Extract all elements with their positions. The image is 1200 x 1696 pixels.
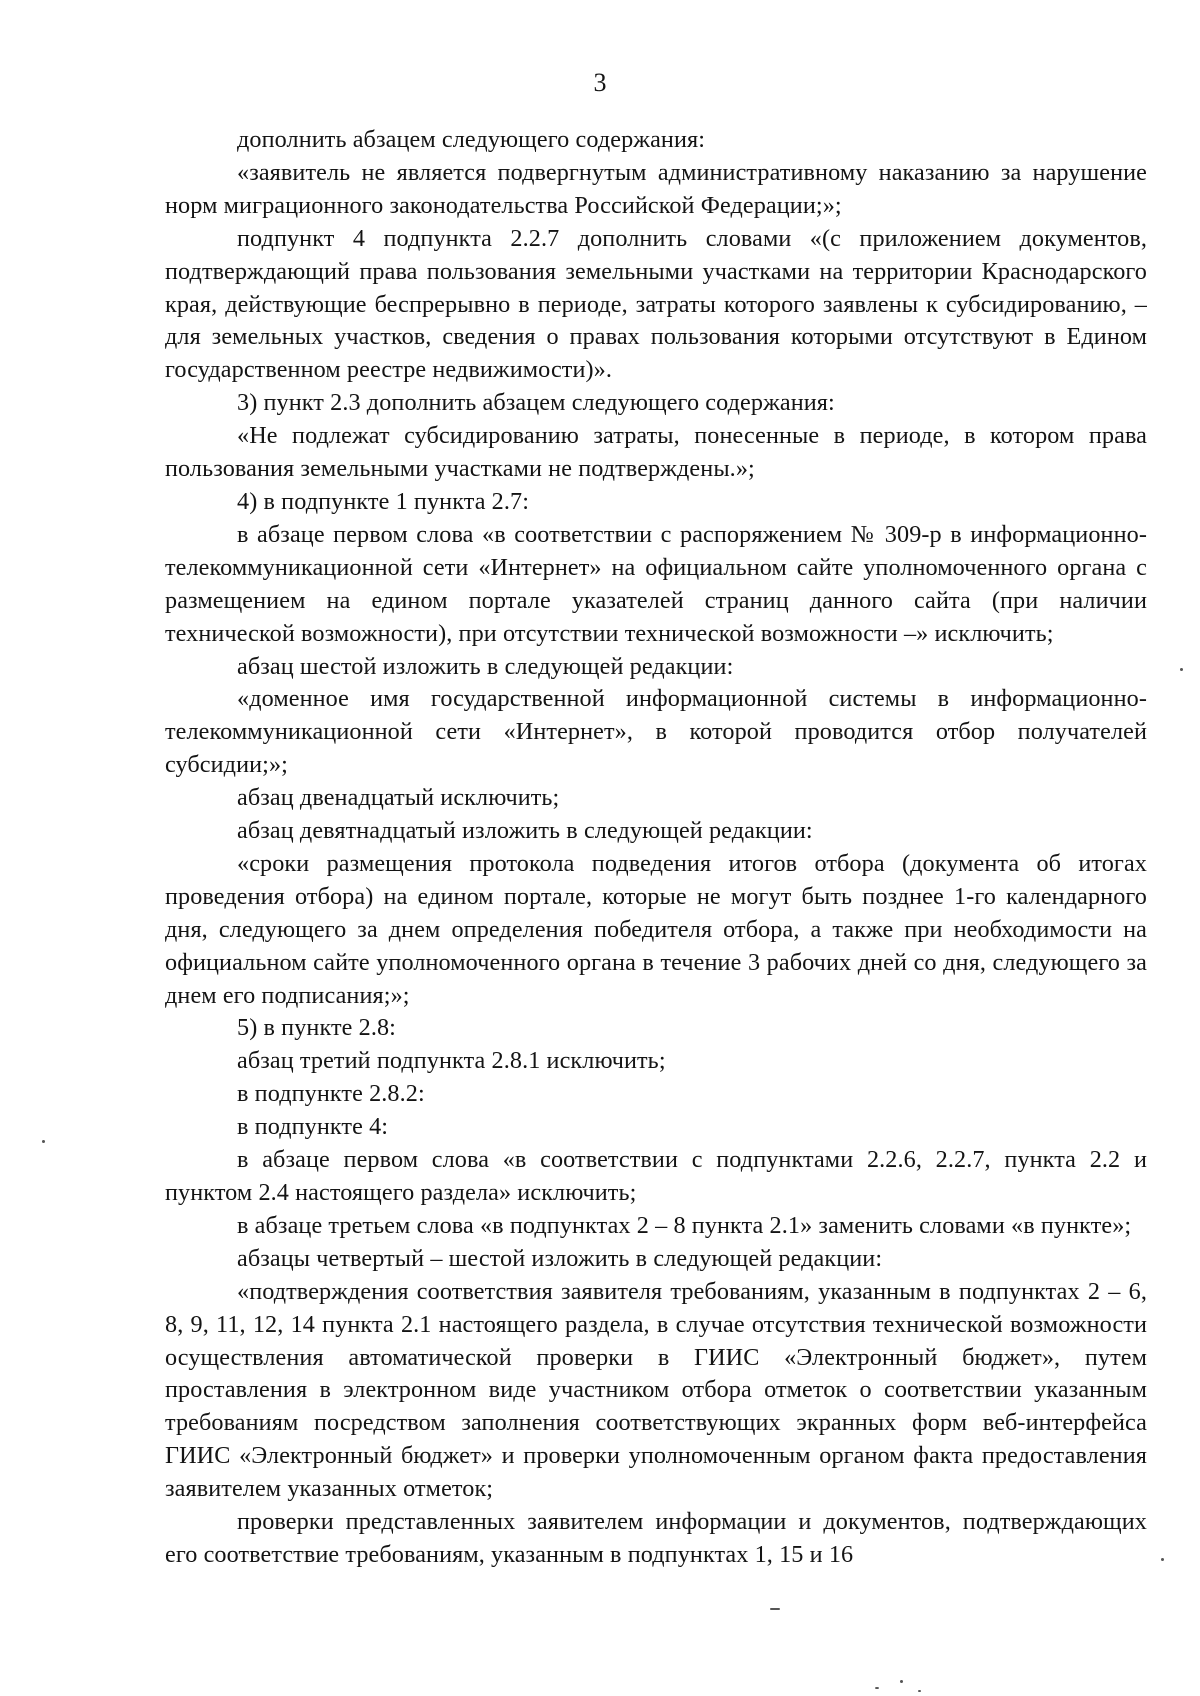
document-body [165, 124, 1147, 1572]
paragraph: 4) в подпункте 1 пункта 2.7: [237, 487, 530, 515]
paragraph: «подтверждения соответствия заявителя требованиям, указанным в подпунктах 2 – 6, 8, 9, 11, 12, 14 пункта 2.1 настоящего раздела, в случае отсутствия технической возможности осуществления автоматической проверки в ГИИС «Электронный бюджет», путем проставления в электронном виде участником отбора отметок о соответствии указанным требованиям посредством заполнения соответствующих экранных форм веб-интерфейса ГИИС «Электронный бюджет» и проверки уполномоченным органом факта предоставления заявителем указанных отметок; [165, 1277, 1147, 1503]
scan-speck [42, 1140, 45, 1143]
scan-speck [770, 1608, 780, 1610]
paragraph: в подпункте 4: [237, 1113, 389, 1141]
paragraph: в абзаце первом слова «в соответствии с распоряжением № 309-р в информационно-телекоммуникационной сети «Интернет» на официальном сайте уполномоченного органа с размещением на едином портале указателей страниц данного сайта (при наличии технической возможности), при отсутствии технической возможности –» исключить; [165, 520, 1147, 647]
paragraph: в абзаце третьем слова «в подпунктах 2 – 8 пункта 2.1» заменить словами «в пункте»; [237, 1211, 1132, 1239]
paragraph: в абзаце первом слова «в соответствии с подпунктами 2.2.6, 2.2.7, пункта 2.2 и пунктом 2.4 настоящего раздела» исключить; [165, 1146, 1147, 1206]
paragraph: проверки представленных заявителем информации и документов, подтверждающих его соответствие требованиям, указанным в подпунктах 1, 15 и 16 [165, 1508, 1147, 1568]
paragraph: абзацы четвертый – шестой изложить в следующей редакции: [237, 1244, 883, 1272]
paragraph: «доменное имя государственной информационной системы в информационно-телекоммуникационной сети «Интернет», в которой проводится отбор получателей субсидии;»; [165, 685, 1147, 779]
paragraph: в подпункте 2.8.2: [237, 1080, 425, 1108]
paragraph: абзац двенадцатый исключить; [237, 784, 560, 812]
paragraph: «Не подлежат субсидированию затраты, понесенные в периоде, в котором права пользования земельными участками не подтверждены.»; [165, 422, 1147, 483]
paragraph: «сроки размещения протокола подведения итогов отбора (документа об итогах проведения отбора) на едином портале, которые не могут быть позднее 1-го календарного дня, следующего за днем определения победителя отбора, а также при необходимости на официальном сайте уполномоченного органа в течение 3 рабочих дней со дня, следующего за днем его подписания;»; [165, 849, 1147, 1009]
scan-speck [875, 1687, 879, 1689]
paragraph: 5) в пункте 2.8: [237, 1014, 396, 1042]
scan-speck [918, 1690, 921, 1692]
scan-speck [900, 1680, 903, 1683]
scan-speck [1161, 1558, 1164, 1561]
paragraph: абзац шестой изложить в следующей редакции: [237, 652, 734, 680]
page-number: 3 [593, 68, 607, 97]
scan-speck [1180, 668, 1183, 671]
paragraph: «заявитель не является подвергнутым административному наказанию за нарушение норм миграционного законодательства Российской Федерации;»; [165, 158, 1147, 219]
paragraph: абзац третий подпункта 2.8.1 исключить; [237, 1047, 666, 1075]
paragraph: подпункт 4 подпункта 2.2.7 дополнить словами «(с приложением документов, подтверждающий права пользования земельными участками на территории Краснодарского края, действующие беспрерывно в периоде, затраты которого заявлены к субсидированию, – для земельных участков, сведения о правах пользования которыми отсутствуют в Едином государственном реестре недвижимости)». [165, 224, 1147, 384]
paragraph: абзац девятнадцатый изложить в следующей редакции: [237, 817, 813, 845]
paragraph: 3) пункт 2.3 дополнить абзацем следующего содержания: [237, 389, 835, 417]
paragraph: дополнить абзацем следующего содержания: [237, 126, 706, 153]
